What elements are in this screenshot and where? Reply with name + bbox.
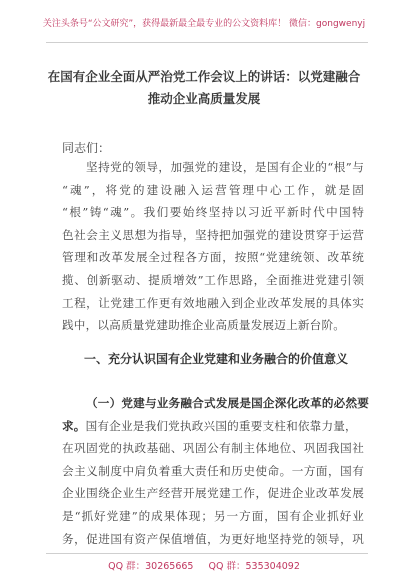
header-promo-text: 关注头条号“公文研究”，获得最新最全最专业的公文资料库！ 微信：gongwenyj bbox=[42, 19, 366, 29]
footer-divider bbox=[46, 553, 368, 554]
header-divider bbox=[46, 42, 368, 43]
title-line-2: 推动企业高质量发展 bbox=[147, 91, 261, 106]
paragraph-line: 务，促进国有资产保值增值，为更好地坚持党的领导，巩 bbox=[62, 531, 364, 546]
paragraph-line: “魂”，将党的建设融入运营管理中心工作，就是固 bbox=[62, 182, 364, 197]
subheading-line bbox=[62, 392, 370, 415]
paragraph-line: 践中，以高质量党建助推企业高质量发展迈上新台阶。 bbox=[62, 318, 346, 333]
paragraph-line: 色社会主义思想为指导，坚持把加强党的建设贯穿于运营 bbox=[62, 227, 364, 242]
document-title bbox=[40, 66, 368, 110]
footer-qq-group-1: QQ 群：30265665 bbox=[108, 561, 194, 572]
salutation: 同志们： bbox=[62, 141, 111, 155]
paragraph-line: 在巩固党的执政基础、巩固公有制主体地位、巩固我国社 bbox=[62, 441, 364, 456]
title-line-1: 在国有企业全面从严治党工作会议上的讲话：以党建融合 bbox=[47, 69, 361, 84]
paragraph-line: 企业围绕企业生产经营开展党建工作，促进企业改革发展 bbox=[62, 486, 364, 501]
paragraph-line: 会主义制度中肩负着重大责任和历史使命。一方面，国有 bbox=[62, 463, 364, 478]
paragraph-2 bbox=[62, 392, 370, 550]
paragraph-line: “根”铸“魂”。我们要始终坚持以习近平新时代中国特 bbox=[62, 205, 364, 220]
paragraph-line bbox=[62, 415, 364, 438]
paragraph-line-text: 国有企业是我们党执政兴国的重要支柱和依靠力量， bbox=[85, 418, 357, 433]
paragraph-line: 揽、创新驱动、提质增效”工作思路，全面推进党建引领 bbox=[62, 272, 364, 287]
paragraph-line: 管理和改革发展全过程各方面，按照“党建统领、改革统 bbox=[62, 250, 364, 265]
paragraph-line: 坚持党的领导，加强党的建设，是国有企业的“根”与 bbox=[86, 160, 364, 174]
section-heading-1: 一、充分认识国有企业党建和业务融合的价值意义 bbox=[84, 352, 349, 366]
paragraph-line: 工程，让党建工作更有效地融入到企业改革发展的具体实 bbox=[62, 295, 364, 310]
page-footer bbox=[0, 558, 408, 572]
paragraph-line: 是“抓好党建”的成果体现；另一方面，国有企业抓好业 bbox=[62, 508, 364, 523]
subheading-bold: （一）党建与业务融合式发展是国企深化改革的必然要 bbox=[86, 396, 370, 410]
footer-qq-group-2: QQ 群：535304092 bbox=[208, 561, 300, 572]
page-header bbox=[0, 0, 408, 44]
paragraph-1 bbox=[62, 156, 364, 337]
subheading-bold-end: 求。 bbox=[62, 418, 86, 433]
